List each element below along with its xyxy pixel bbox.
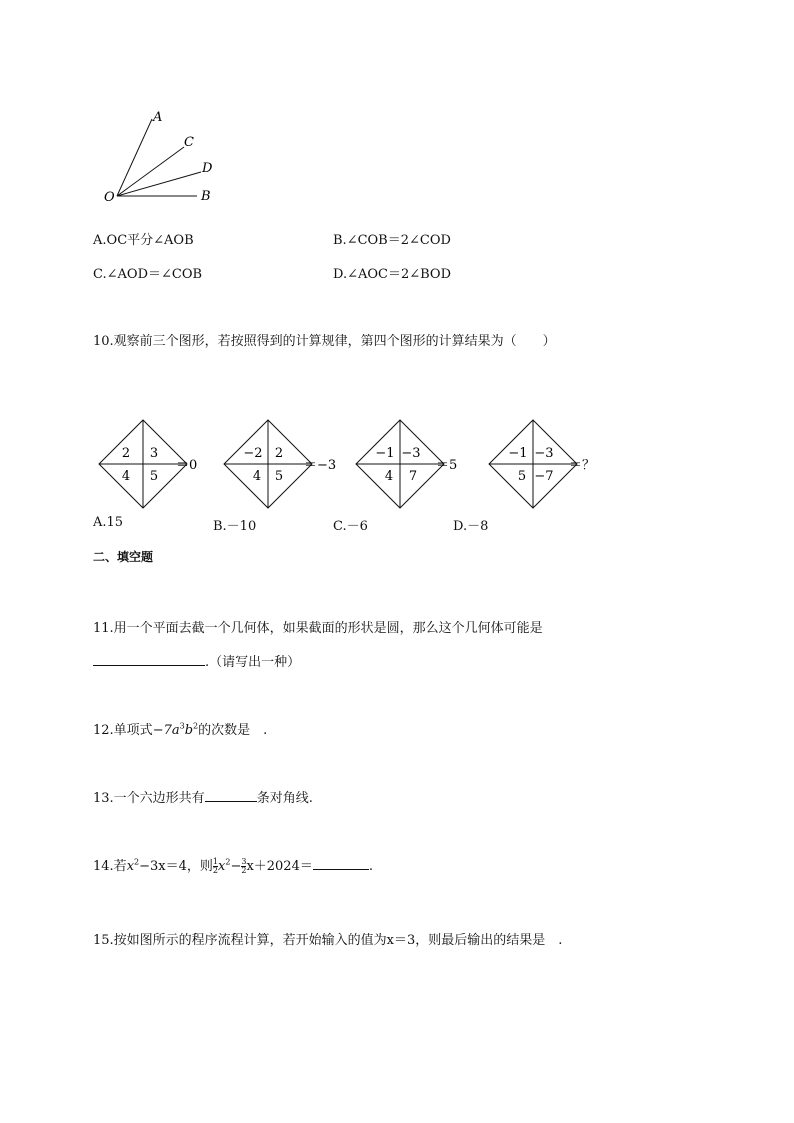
d2-result: ＝−3 [304, 458, 337, 473]
q9-option-a: A.OC平分∠AOB [93, 233, 194, 248]
d1-br: 5 [149, 469, 159, 484]
label-c: C [184, 135, 194, 150]
q13-answer-blank[interactable] [205, 787, 257, 802]
q10-option-d: D.－8 [453, 519, 489, 534]
section-title: 二、填空题 [93, 550, 154, 564]
d1-tr: 3 [149, 446, 159, 461]
q13: 13.一个六边形共有 条对角线. [93, 787, 313, 806]
q10-option-a: A.15 [93, 515, 124, 530]
q10-diamonds [90, 418, 610, 514]
q10-option-c: C.－6 [333, 519, 368, 534]
d2-bl: 4 [252, 469, 262, 484]
d3-bl: 4 [384, 469, 394, 484]
d4-tl: −1 [508, 446, 528, 461]
d4-tr: −3 [534, 446, 554, 461]
d3-tl: −1 [375, 446, 395, 461]
label-a: A [153, 110, 163, 125]
d2-tl: −2 [243, 446, 263, 461]
q14: 14.若$x^2-3x=4$，则 $\frac{1}{2}$ $x^2-$ $\frac{3}{2}$ x＋2024＝ . [93, 857, 373, 875]
fraction-half: $\frac{1}{2}$ [212, 857, 218, 875]
d2-br: 5 [274, 469, 284, 484]
d4-br: −7 [534, 469, 554, 484]
label-o: O [104, 190, 115, 205]
d3-tr: −3 [401, 446, 421, 461]
q12: 12.单项式$-7a^3b^2$的次数是 . [93, 721, 268, 738]
angle-figure [95, 105, 225, 205]
d3-result: ＝5 [436, 458, 458, 473]
q10-stem: 10.观察前三个图形，若按照得到的计算规律，第四个图形的计算结果为（ ） [93, 334, 556, 349]
q15: 15.按如图所示的程序流程计算，若开始输入的值为x＝3，则最后输出的结果是 . [93, 933, 563, 948]
q14-answer-blank[interactable] [313, 855, 369, 870]
d4-bl: 5 [517, 469, 527, 484]
d4-result: ＝？ [569, 458, 596, 473]
d1-result: ＝0 [176, 458, 198, 473]
q9-option-c: C.∠AOD＝∠COB [93, 267, 203, 282]
q9-option-b: B.∠COB＝2∠COD [333, 233, 451, 248]
d3-br: 7 [408, 469, 418, 484]
q10-option-b: B.－10 [213, 519, 257, 534]
d2-tr: 2 [274, 446, 284, 461]
label-d: D [202, 161, 213, 176]
q9-option-d: D.∠AOC＝2∠BOD [333, 267, 452, 282]
q11-line2: .（请写出一种） [93, 651, 300, 670]
d1-tl: 2 [121, 446, 131, 461]
q11-answer-blank[interactable] [93, 651, 205, 666]
q11-line1: 11.用一个平面去截一个几何体，如果截面的形状是圆，那么这个几何体可能是 [93, 621, 543, 636]
d1-bl: 4 [121, 469, 131, 484]
label-b: B [201, 189, 211, 204]
fraction-three-halves: $\frac{3}{2}$ [241, 857, 247, 875]
